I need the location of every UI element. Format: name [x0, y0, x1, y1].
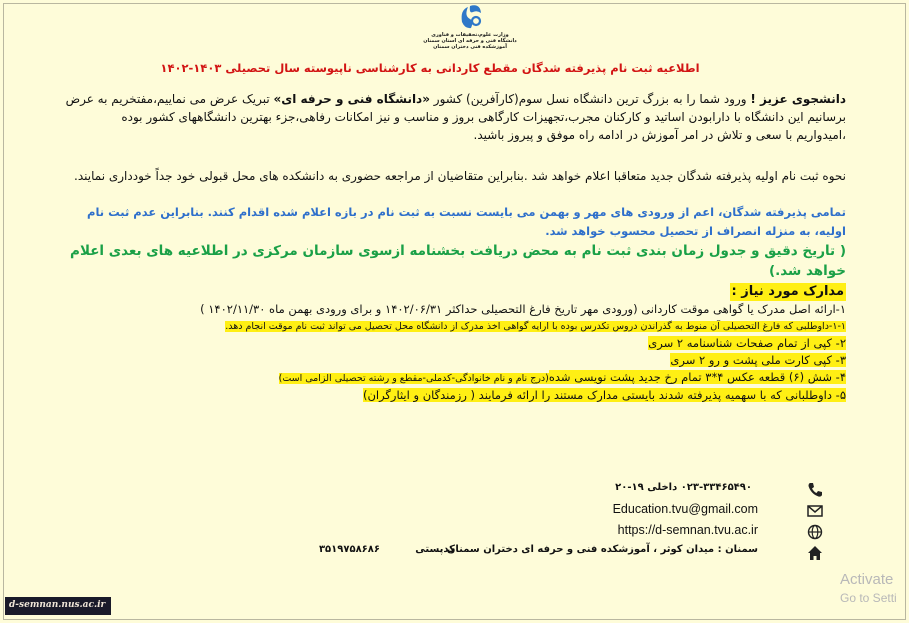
doc-item-3: [60, 352, 846, 369]
org-line-college: آموزشکده فنی دختران سمنان: [433, 44, 507, 50]
phone-icon: [806, 481, 824, 499]
notice-body: [60, 90, 846, 404]
doc-item-5: [60, 387, 846, 404]
mail-icon: [806, 502, 824, 520]
doc-item-2-text: ۲- کپی از تمام صفحات شناسنامه ۲ سری: [648, 336, 846, 350]
home-icon: [806, 544, 824, 562]
activate-windows-watermark: [840, 570, 897, 606]
website-text: https://d-semnan.tvu.ac.ir: [617, 523, 758, 537]
org-header: [400, 32, 540, 50]
doc-item-1: ۱-ارائه اصل مدرک یا گواهی موقت کاردانی (ورودی مهر تاریخ فارغ التحصیلی حداکثر ۱۴۰۲/۰۶/۳۱ و برای ورودی بهمن ماه ۱۴۰۲/۱۱/۳۰ ): [200, 302, 846, 316]
tvu-logo-icon: [458, 2, 484, 32]
email-text: Education.tvu@gmail.com: [612, 502, 758, 516]
goto-settings-text: Go to Setti: [840, 591, 897, 605]
org-line-ministry: وزارت علوم،تحقیقات و فناوری: [431, 32, 509, 38]
postal-code: ۳۵۱۹۷۵۸۶۸۶: [318, 544, 380, 555]
doc-item-4-text: ۴- شش (۶) قطعه عکس ۴*۳ تمام رخ جدید پشت نویسی شده: [548, 370, 846, 384]
globe-icon: [806, 523, 824, 541]
phone-text: ۰۲۳-۳۳۴۶۵۴۹۰ داخلی ۱۹-۲۰: [615, 482, 752, 493]
intro-line-3: ،امیدواریم با سعی و تلاش در امر آموزش در ادامه راه موفق و پیروز باشید.: [473, 128, 846, 142]
university-logo: [444, 2, 498, 32]
activate-text: Activate: [840, 571, 894, 588]
site-watermark: d-semnan.nus.ac.ir: [5, 597, 111, 615]
postal-label: کدپستی: [415, 544, 455, 555]
intro-line-1: [60, 90, 846, 108]
registration-paragraph: نحوه ثبت نام اولیه پذیرفته شدگان جدید متعاقبا اعلام خواهد شد .بنابراین متقاضیان از مراجعه حضوری به دانشکده های محل قبولی خود جداً خودداری نمایند.: [74, 169, 846, 183]
greeting: دانشجوی عزیز !: [750, 92, 846, 106]
notice-headline: اطلاعیه ثبت نام پذیرفته شدگان مقطع کاردانی به کارشناسی ناپیوسته سال تحصیلی ۱۴۰۳-۱۴۰۲: [160, 61, 700, 75]
doc-item-1-1-text: ۱-۱-داوطلبی که فارغ التحصیلی آن منوط به گذراندن دروس تکدرس بوده با ارایه گواهی اخذ مدرک از دانشگاه محل تحصیل می تواند ثبت نام موقت انجام دهد.: [225, 321, 846, 332]
doc-item-1-1: [60, 318, 846, 335]
mandatory-registration-notice: تمامی پذیرفته شدگان، اعم از ورودی های مهر و بهمن می بایست نسبت به ثبت نام در بازه اعلام شده اقدام کنند. بنابراین عدم ثبت نام اولیه، به منزله انصراف از تحصیل محسوب خواهد شد.: [87, 205, 846, 238]
required-documents-title: مدارک مورد نیاز :: [731, 284, 844, 299]
intro-text-c: تبریک عرض می نماییم،مفتخریم به عرض: [65, 92, 274, 106]
address-text: سمنان : میدان کوثر ، آموزشکده فنی و حرفه ای دختران سمنان: [446, 544, 758, 555]
intro-text-a: ورود شما را به بزرگ ترین دانشگاه نسل سوم(کارآفرین) کشور: [429, 92, 751, 106]
schedule-notice: ( تاریخ دقیق و جدول زمان بندی ثبت نام به محض دریافت بخشنامه ازسوی سازمان مرکزی در اطلاعیه های بعدی اعلام خواهد شد.): [70, 243, 846, 279]
university-name: «دانشگاه فنی و حرفه ای»: [273, 92, 430, 106]
intro-paragraph: [60, 90, 846, 144]
org-line-university: دانشگاه فنی و حرفه ای استان سمنان: [423, 38, 517, 44]
intro-line-2: برسانیم این دانشگاه با دارابودن اساتید و کارکنان مجرب،تجهیزات کارگاهی بروز و مناسب و نیز امکانات رفاهی،جزء بهترین دانشگاههای کشور بوده: [121, 110, 846, 124]
doc-item-3-text: ۳- کپی کارت ملی پشت و رو ۲ سری: [670, 353, 846, 367]
doc-item-4: [60, 369, 846, 387]
doc-item-5-text: ۵- داوطلبانی که با سهمیه پذیرفته شدند بایستی مدارک مستند را ارائه فرمایند ( رزمندگان و ایثارگران): [362, 388, 846, 402]
doc-item-4-note: (درج نام و نام خانوادگی-کدملی-مقطع و رشته تحصیلی الزامی است): [278, 373, 549, 384]
doc-item-2: [60, 335, 846, 352]
